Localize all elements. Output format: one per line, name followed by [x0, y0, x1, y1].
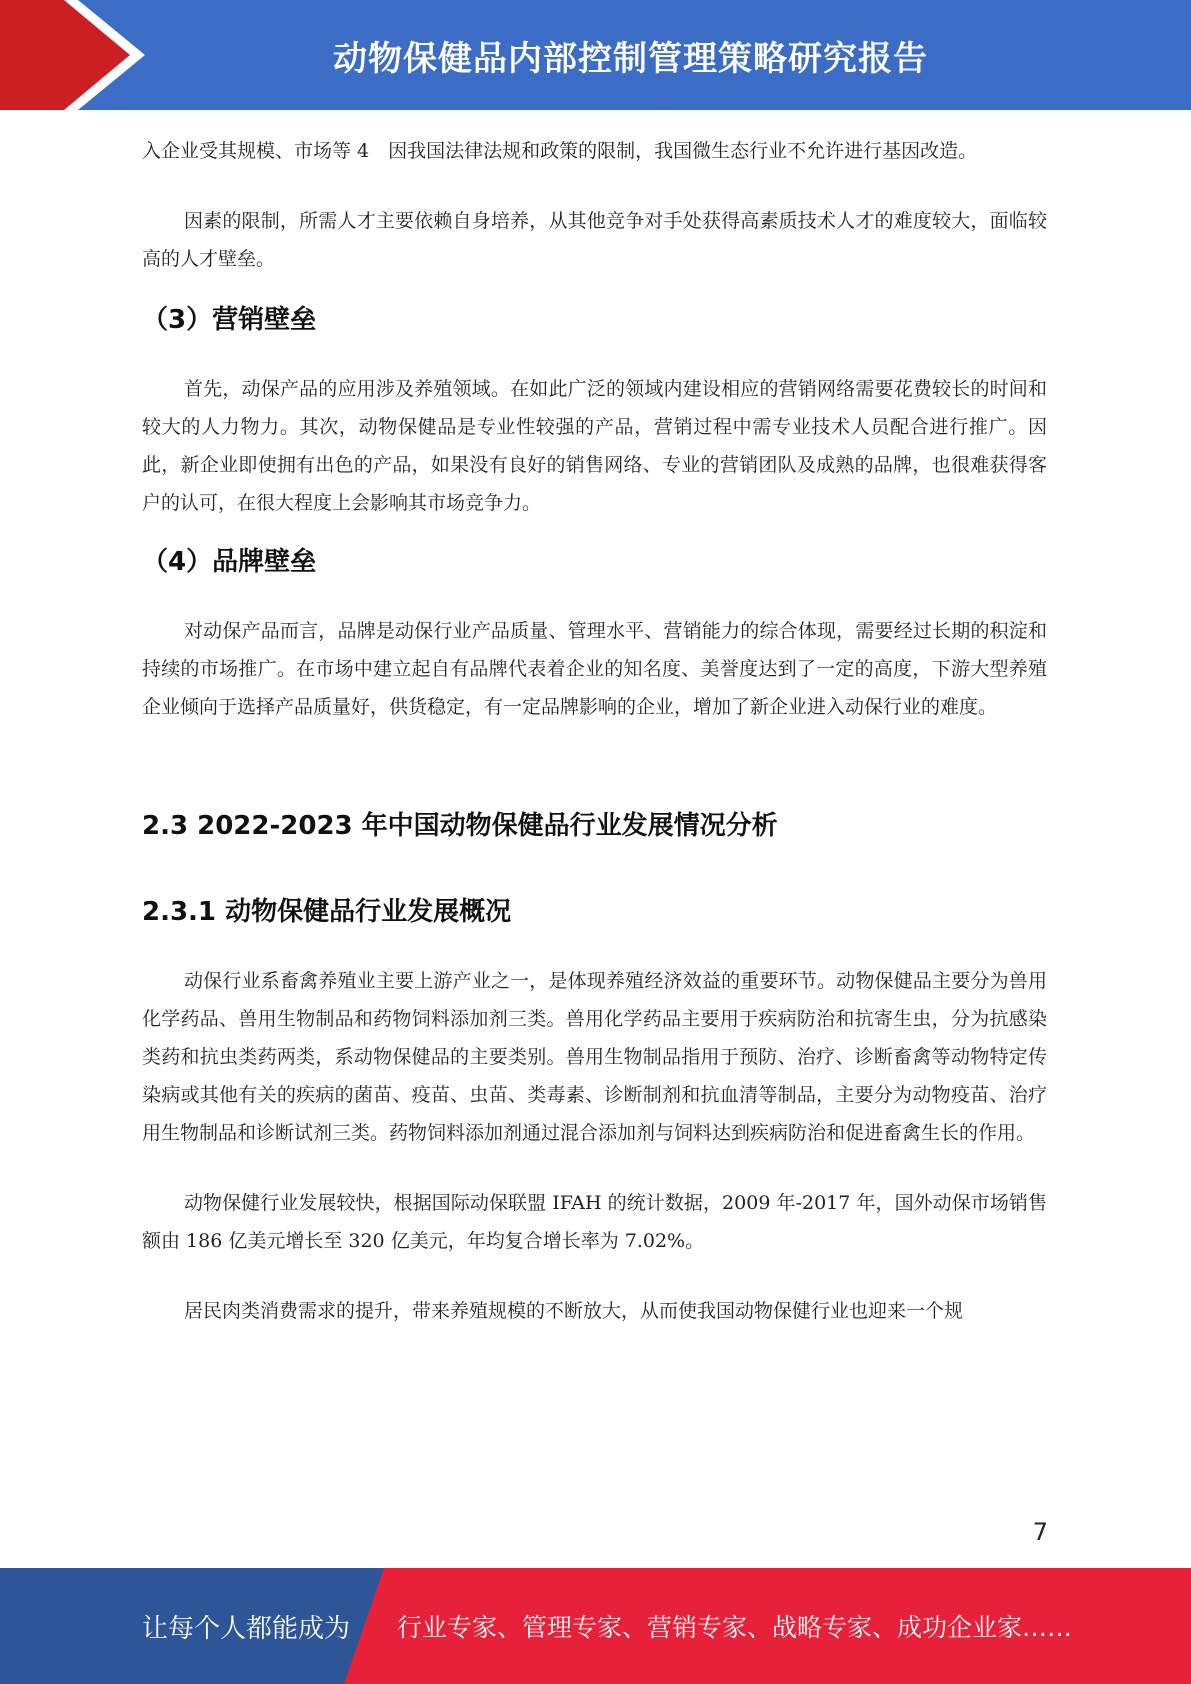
paragraph: 动保行业系畜禽养殖业主要上游产业之一，是体现养殖经济效益的重要环节。动物保健品主要分为兽用化学药品、兽用生物制品和药物饲料添加剂三类。兽用化学药品主要用于疾病防治和抗寄生虫，分为抗感染类药和抗虫类药两类，系动物保健品的主要类别。兽用生物制品指用于预防、治疗、诊断畜禽等动物特定传染病或其他有关的疾病的菌苗、疫苗、虫苗、类毒素、诊断制剂和抗血清等制品，主要分为动物疫苗、治疗用生物制品和诊断试剂三类。药物饲料添加剂通过混合添加剂与饲料达到疾病防治和促进畜禽生长的作用。 [142, 970, 1047, 1144]
paragraph: 因素的限制，所需人才主要依赖自身培养，从其他竞争对手处获得高素质技术人才的难度较大，面临较高的人才壁垒。 [142, 210, 1047, 270]
subheading-marketing-barrier: （3）营销壁垒 [142, 305, 317, 335]
footer-slogan-left: 让每个人都能成为 [142, 1613, 351, 1644]
paragraph: 居民肉类消费需求的提升，带来养殖规模的不断放大，从而使我国动物保健行业也迎来一个规 [184, 1300, 964, 1322]
paragraph: 首先，动保产品的应用涉及养殖领域。在如此广泛的领域内建设相应的营销网络需要花费较长的时间和较大的人力物力。其次，动物保健品是专业性较强的产品，营销过程中需专业技术人员配合进行推广。因此，新企业即使拥有出色的产品，如果没有良好的销售网络、专业的营销团队及成熟的品牌，也很难获得客户的认可，在很大程度上会影响其市场竞争力。 [142, 378, 1047, 514]
document-body [142, 132, 1047, 1330]
footer-slogan-right: 行业专家、管理专家、营销专家、战略专家、成功企业家…… [397, 1613, 1073, 1642]
page-header [0, 0, 1191, 110]
paragraph: 对动保产品而言，品牌是动保行业产品质量、管理水平、营销能力的综合体现，需要经过长期的积淀和持续的市场推广。在市场中建立起自有品牌代表着企业的知名度、美誉度达到了一定的高度，下游大型养殖企业倾向于选择产品质量好，供货稳定，有一定品牌影响的企业，增加了新企业进入动保行业的难度。 [142, 620, 1047, 718]
section-heading-2-3-1: 2.3.1 动物保健品行业发展概况 [142, 897, 512, 927]
section-heading-2-3: 2.3 2022-2023 年中国动物保健品行业发展情况分析 [142, 811, 778, 841]
page-number: 7 [1032, 1518, 1048, 1546]
page-footer [0, 1568, 1191, 1684]
paragraph: 动物保健行业发展较快，根据国际动保联盟 IFAH 的统计数据，2009 年-2017 年，国外动保市场销售额由 186 亿美元增长至 320 亿美元，年均复合增长率为 7.02%。 [142, 1192, 1047, 1252]
paragraph: 入企业受其规模、市场等 4 因我国法律法规和政策的限制，我国微生态行业不允许进行基因改造。 [142, 140, 978, 162]
subheading-brand-barrier: （4）品牌壁垒 [142, 547, 317, 577]
report-title: 动物保健品内部控制管理策略研究报告 [333, 38, 928, 79]
